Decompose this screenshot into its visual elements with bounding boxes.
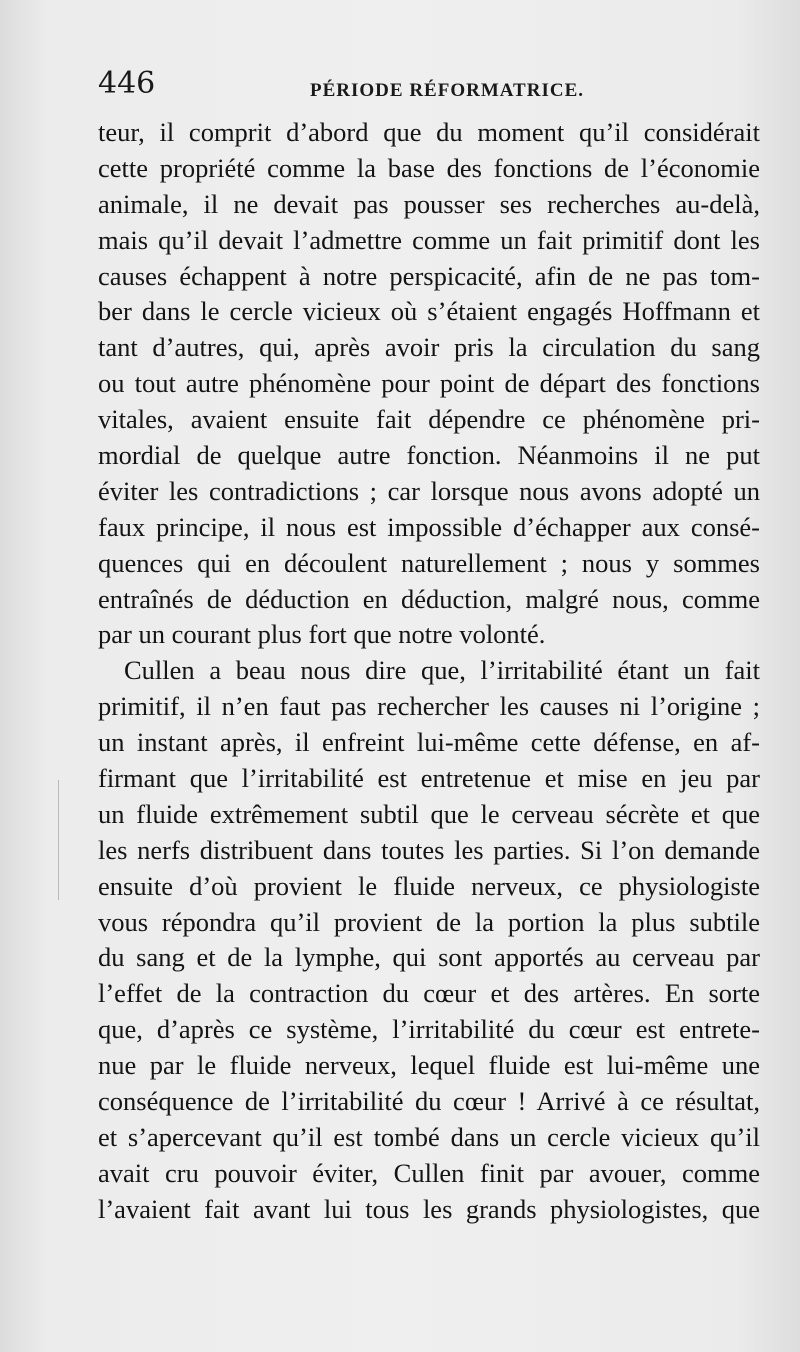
text-line: nue par le fluide nerveux, lequel fluide est lui-même une: [98, 1050, 760, 1081]
text-line: entraînés de déduction en déduction, malgré nous, comme: [98, 583, 760, 614]
text-line: l’effet de la contraction du cœur et des artères. En sorte: [98, 978, 760, 1009]
text-line: vous répondra qu’il provient de la portion la plus subtile: [98, 906, 760, 937]
text-line: que, d’après ce système, l’irritabilité du cœur est entrete-: [98, 1014, 760, 1045]
text-line: éviter les contradictions ; car lorsque nous avons adopté un: [98, 475, 760, 506]
text-line: mais qu’il devait l’admettre comme un fait primitif dont les: [98, 224, 760, 255]
margin-pencil-mark: [58, 780, 63, 900]
text-line: avait cru pouvoir éviter, Cullen finit par avouer, comme: [98, 1157, 760, 1188]
body-text: [98, 115, 760, 1228]
text-line: cette propriété comme la base des fonctions de l’économie: [98, 152, 760, 183]
text-line: ou tout autre phénomène pour point de départ des fonctions: [98, 368, 760, 399]
text-line: vitales, avaient ensuite fait dépendre ce phénomène pri-: [98, 404, 760, 435]
paragraph-2: [98, 653, 760, 1227]
text-line: un fluide extrêmement subtil que le cerveau sécrète et que: [98, 798, 760, 829]
text-line: et s’apercevant qu’il est tombé dans un cercle vicieux qu’il: [98, 1121, 760, 1152]
text-line: causes échappent à notre perspicacité, afin de ne pas tom-: [98, 260, 760, 291]
text-line: un instant après, il enfreint lui-même cette défense, en af-: [98, 727, 760, 758]
page-header: [98, 66, 758, 106]
text-line: l’avaient fait avant lui tous les grands physiologistes, que: [98, 1193, 760, 1224]
running-head: PÉRIODE RÉFORMATRICE.: [310, 80, 584, 101]
text-line: teur, il comprit d’abord que du moment qu’il considérait: [98, 117, 760, 147]
text-line: Cullen a beau nous dire que, l’irritabilité étant un fait: [124, 655, 760, 686]
text-line: faux principe, il nous est impossible d’échapper aux consé-: [98, 511, 760, 542]
text-line: conséquence de l’irritabilité du cœur ! Arrivé à ce résultat,: [98, 1086, 760, 1117]
text-line: quences qui en découlent naturellement ; nous y sommes: [98, 547, 760, 578]
text-line: par un courant plus fort que notre volonté.: [98, 619, 546, 650]
text-line: firmant que l’irritabilité est entretenue et mise en jeu par: [98, 763, 760, 794]
page-number: 446: [98, 66, 156, 101]
text-line: mordial de quelque autre fonction. Néanmoins il ne put: [98, 440, 760, 471]
text-line: animale, il ne devait pas pousser ses recherches au-delà,: [98, 188, 760, 219]
text-line: les nerfs distribuent dans toutes les parties. Si l’on demande: [98, 834, 760, 865]
text-line: ber dans le cercle vicieux où s’étaient engagés Hoffmann et: [98, 296, 760, 327]
paragraph-1: [98, 115, 760, 653]
text-line: tant d’autres, qui, après avoir pris la circulation du sang: [98, 332, 760, 363]
text-line: primitif, il n’en faut pas rechercher les causes ni l’origine ;: [98, 691, 760, 722]
text-line: du sang et de la lymphe, qui sont apportés au cerveau par: [98, 942, 760, 973]
text-line: ensuite d’où provient le fluide nerveux, ce physiologiste: [98, 870, 760, 901]
